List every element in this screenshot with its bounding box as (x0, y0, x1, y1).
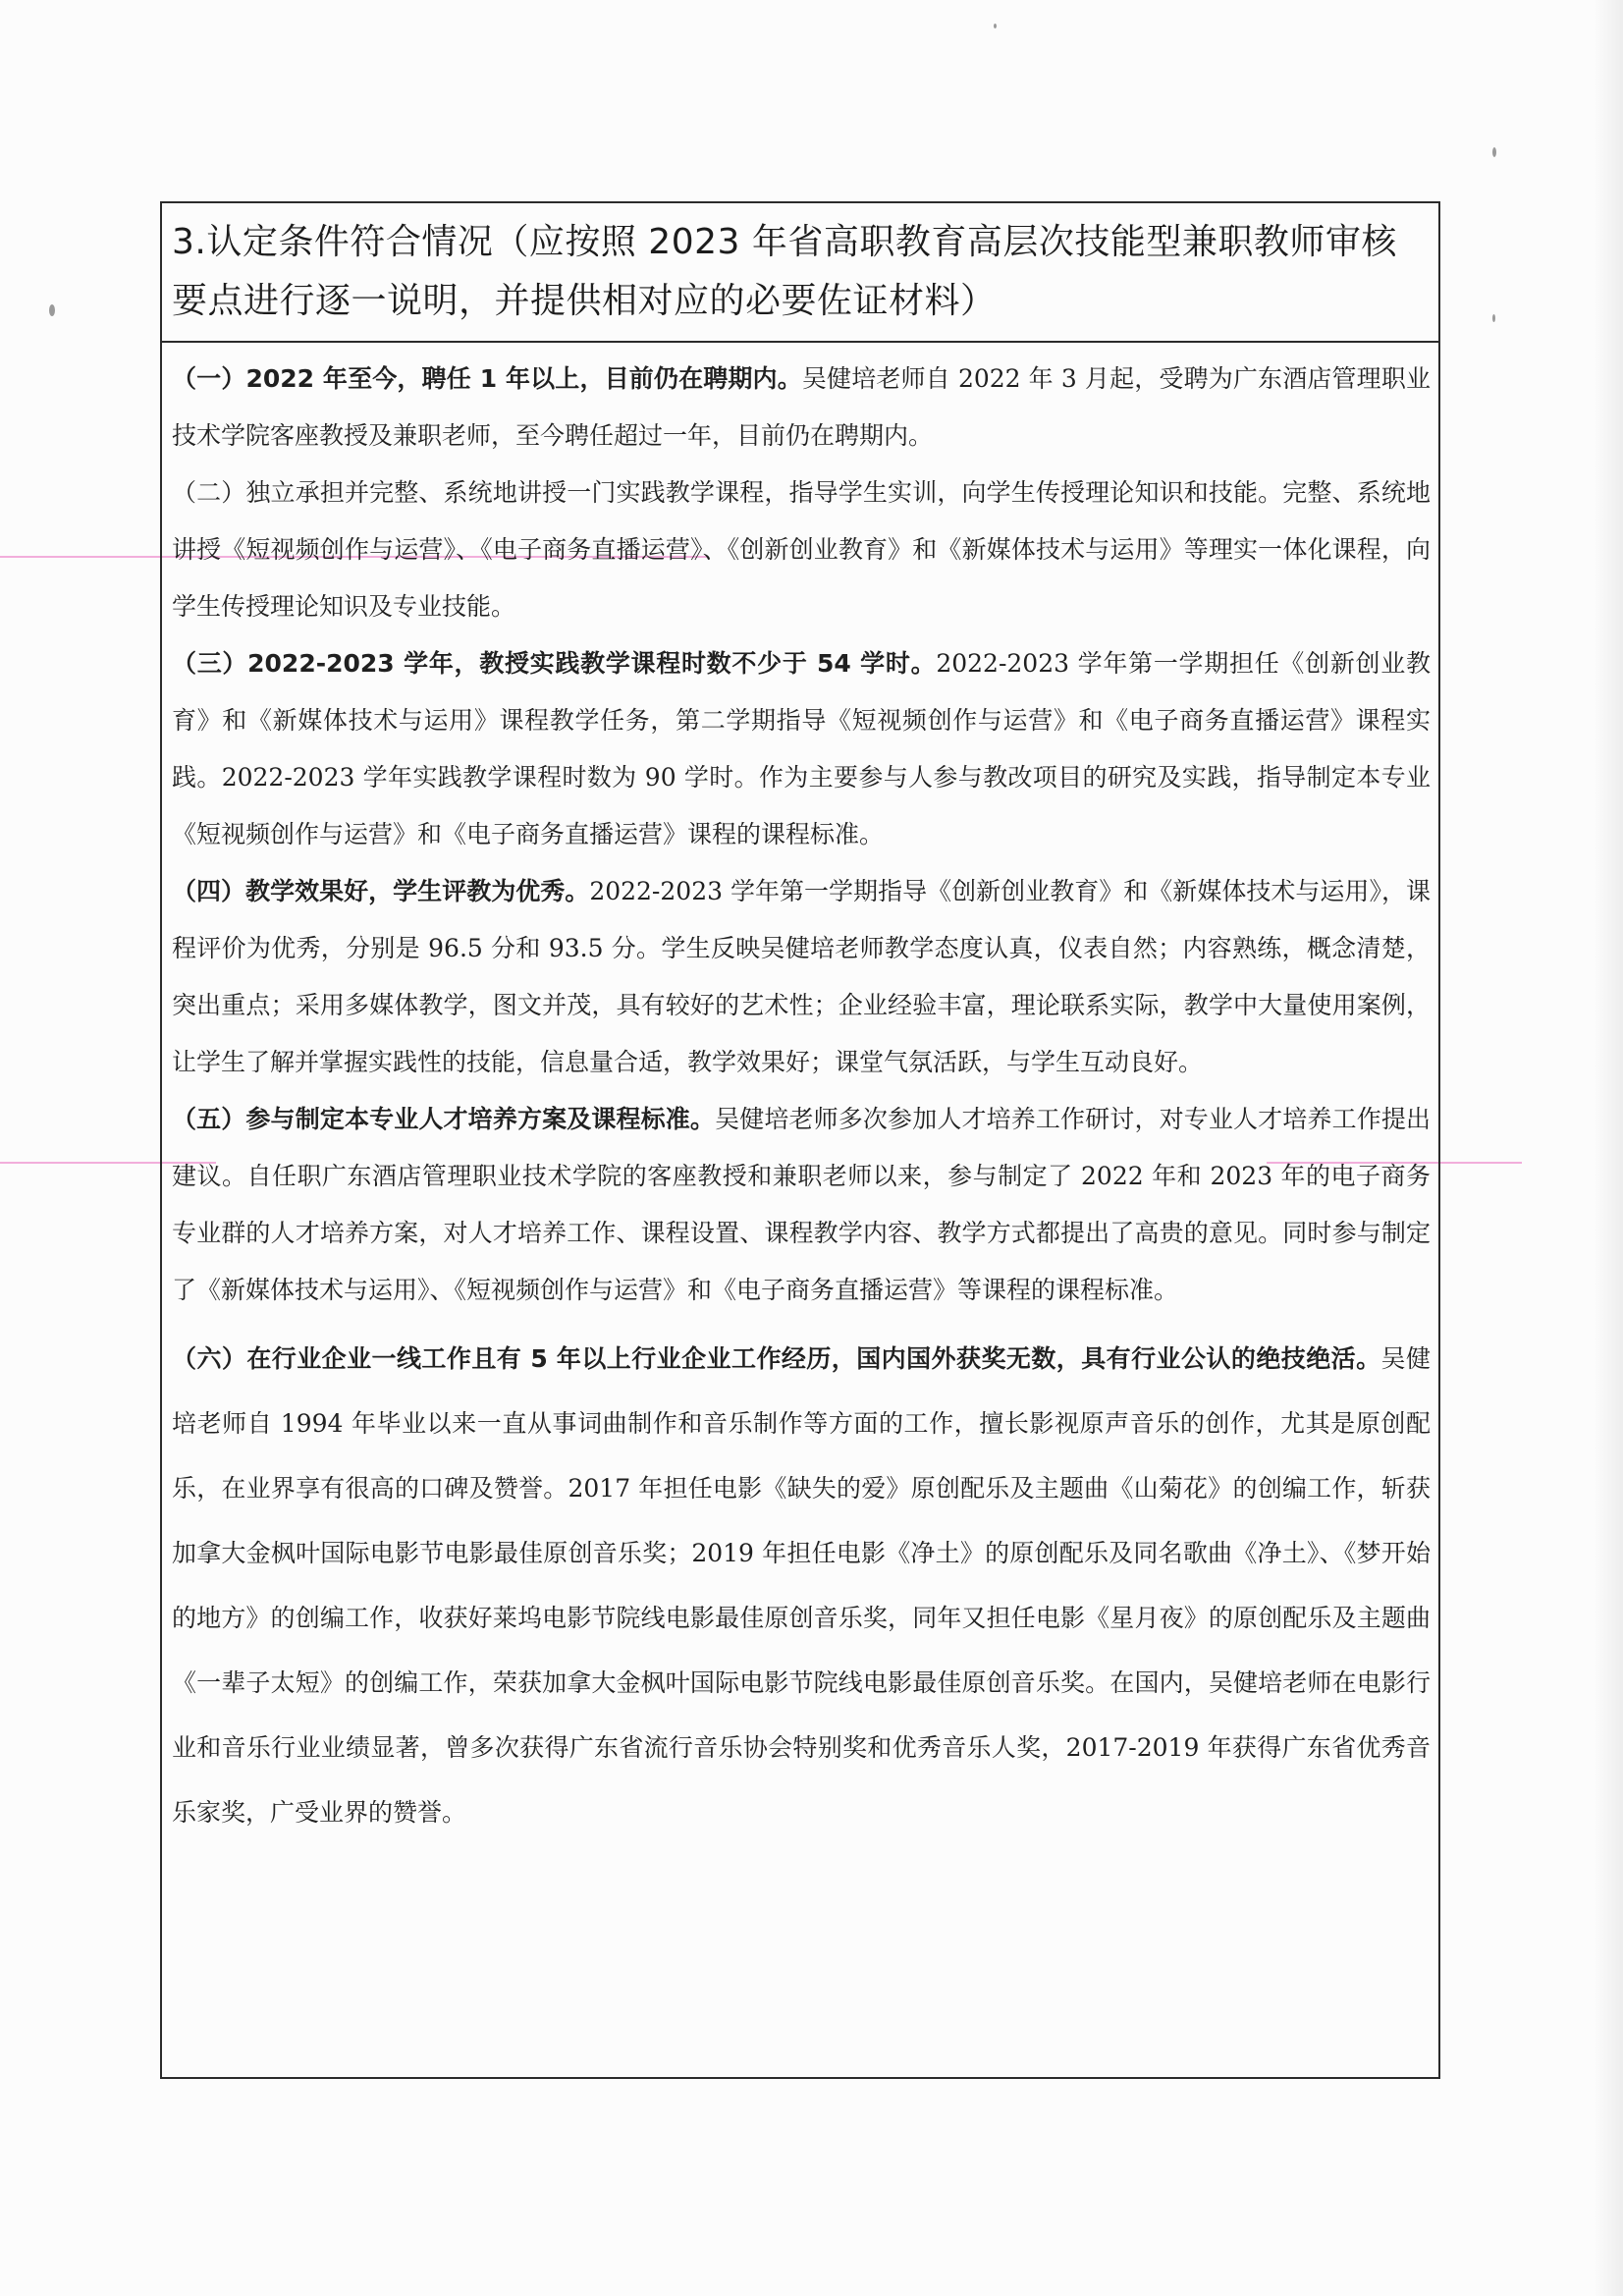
scan-speck (1492, 147, 1496, 157)
section-content (162, 351, 1438, 1845)
paragraph-6-heading: （六）在行业企业一线工作且有 5 年以上行业企业工作经历，国内国外获奖无数，具有行业公认的绝技绝活。 (172, 1344, 1381, 1373)
paragraph-3-heading: （三）2022-2023 学年，教授实践教学课程时数不少于 54 学时。 (172, 649, 937, 678)
scan-speck (1492, 314, 1495, 322)
scan-speck (49, 304, 55, 316)
paragraph-2-body: （二）独立承担并完整、系统地讲授一门实践教学课程，指导学生实训，向学生传授理论知识和技能。完整、系统地讲授《短视频创作与运营》、《电子商务直播运营》、《创新创业教育》和《新媒体技术与运用》等理实一体化课程，向学生传授理论知识及专业技能。 (172, 478, 1431, 621)
paragraph-1 (172, 351, 1431, 465)
paragraph-1-heading: （一）2022 年至今，聘任 1 年以上，目前仍在聘期内。 (172, 364, 802, 393)
scan-edge-shadow (1594, 0, 1623, 2296)
scan-speck (994, 24, 997, 28)
paragraph-5-body: 吴健培老师多次参加人才培养工作研讨，对专业人才培养工作提出建议。自任职广东酒店管理职业技术学院的客座教授和兼职老师以来，参与制定了 2022 年和 2023 年的电子商务专业群的人才培养方案，对人才培养工作、课程设置、课程教学内容、教学方式都提出了高贵的意见。同时参与制定了《新媒体技术与运用》、《短视频创作与运营》和《电子商务直播运营》等课程的课程标准。 (172, 1105, 1431, 1304)
form-table (160, 201, 1440, 2079)
paragraph-4-heading: （四）教学效果好，学生评教为优秀。 (172, 877, 590, 905)
paragraph-2 (172, 465, 1431, 635)
paragraph-3-body: 2022-2023 学年第一学期担任《创新创业教育》和《新媒体技术与运用》课程教学任务，第二学期指导《短视频创作与运营》和《电子商务直播运营》课程实践。2022-2023 学年实践教学课程时数为 90 学时。作为主要参与人参与教改项目的研究及实践，指导制定本专业《短视频创作与运营》和《电子商务直播运营》课程的课程标准。 (172, 649, 1431, 848)
paragraph-5-heading: （五）参与制定本专业人才培养方案及课程标准。 (172, 1105, 716, 1133)
paragraph-6-body: 吴健培老师自 1994 年毕业以来一直从事词曲制作和音乐制作等方面的工作，擅长影视原声音乐的创作，尤其是原创配乐，在业界享有很高的口碑及赞誉。2017 年担任电影《缺失的爱》原创配乐及主题曲《山菊花》的创编工作，斩获加拿大金枫叶国际电影节电影最佳原创音乐奖；2019 年担任电影《净土》的原创配乐及同名歌曲《净土》、《梦开始的地方》的创编工作，收获好莱坞电影节院线电影最佳原创音乐奖，同年又担任电影《星月夜》的原创配乐及主题曲《一辈子太短》的创编工作，荣获加拿大金枫叶国际电影节院线电影最佳原创音乐奖。在国内，吴健培老师在电影行业和音乐行业业绩显著，曾多次获得广东省流行音乐协会特别奖和优秀音乐人奖，2017-2019 年获得广东省优秀音乐家奖，广受业界的赞誉。 (172, 1344, 1431, 1827)
paragraph-3 (172, 635, 1431, 863)
paragraph-4 (172, 863, 1431, 1091)
paragraph-5 (172, 1091, 1431, 1319)
paragraph-6 (172, 1327, 1431, 1845)
section-title: 3.认定条件符合情况（应按照 2023 年省高职教育高层次技能型兼职教师审核要点进行逐一说明，并提供相对应的必要佐证材料） (162, 203, 1438, 343)
paragraph-4-body: 2022-2023 学年第一学期指导《创新创业教育》和《新媒体技术与运用》，课程评价为优秀，分别是 96.5 分和 93.5 分。学生反映吴健培老师教学态度认真，仪表自然；内容熟练，概念清楚，突出重点；采用多媒体教学，图文并茂，具有较好的艺术性；企业经验丰富，理论联系实际，教学中大量使用案例，让学生了解并掌握实践性的技能，信息量合适，教学效果好；课堂气氛活跃，与学生互动良好。 (172, 877, 1431, 1076)
paragraph-1-body: 吴健培老师自 2022 年 3 月起，受聘为广东酒店管理职业技术学院客座教授及兼职老师，至今聘任超过一年，目前仍在聘期内。 (172, 364, 1431, 450)
